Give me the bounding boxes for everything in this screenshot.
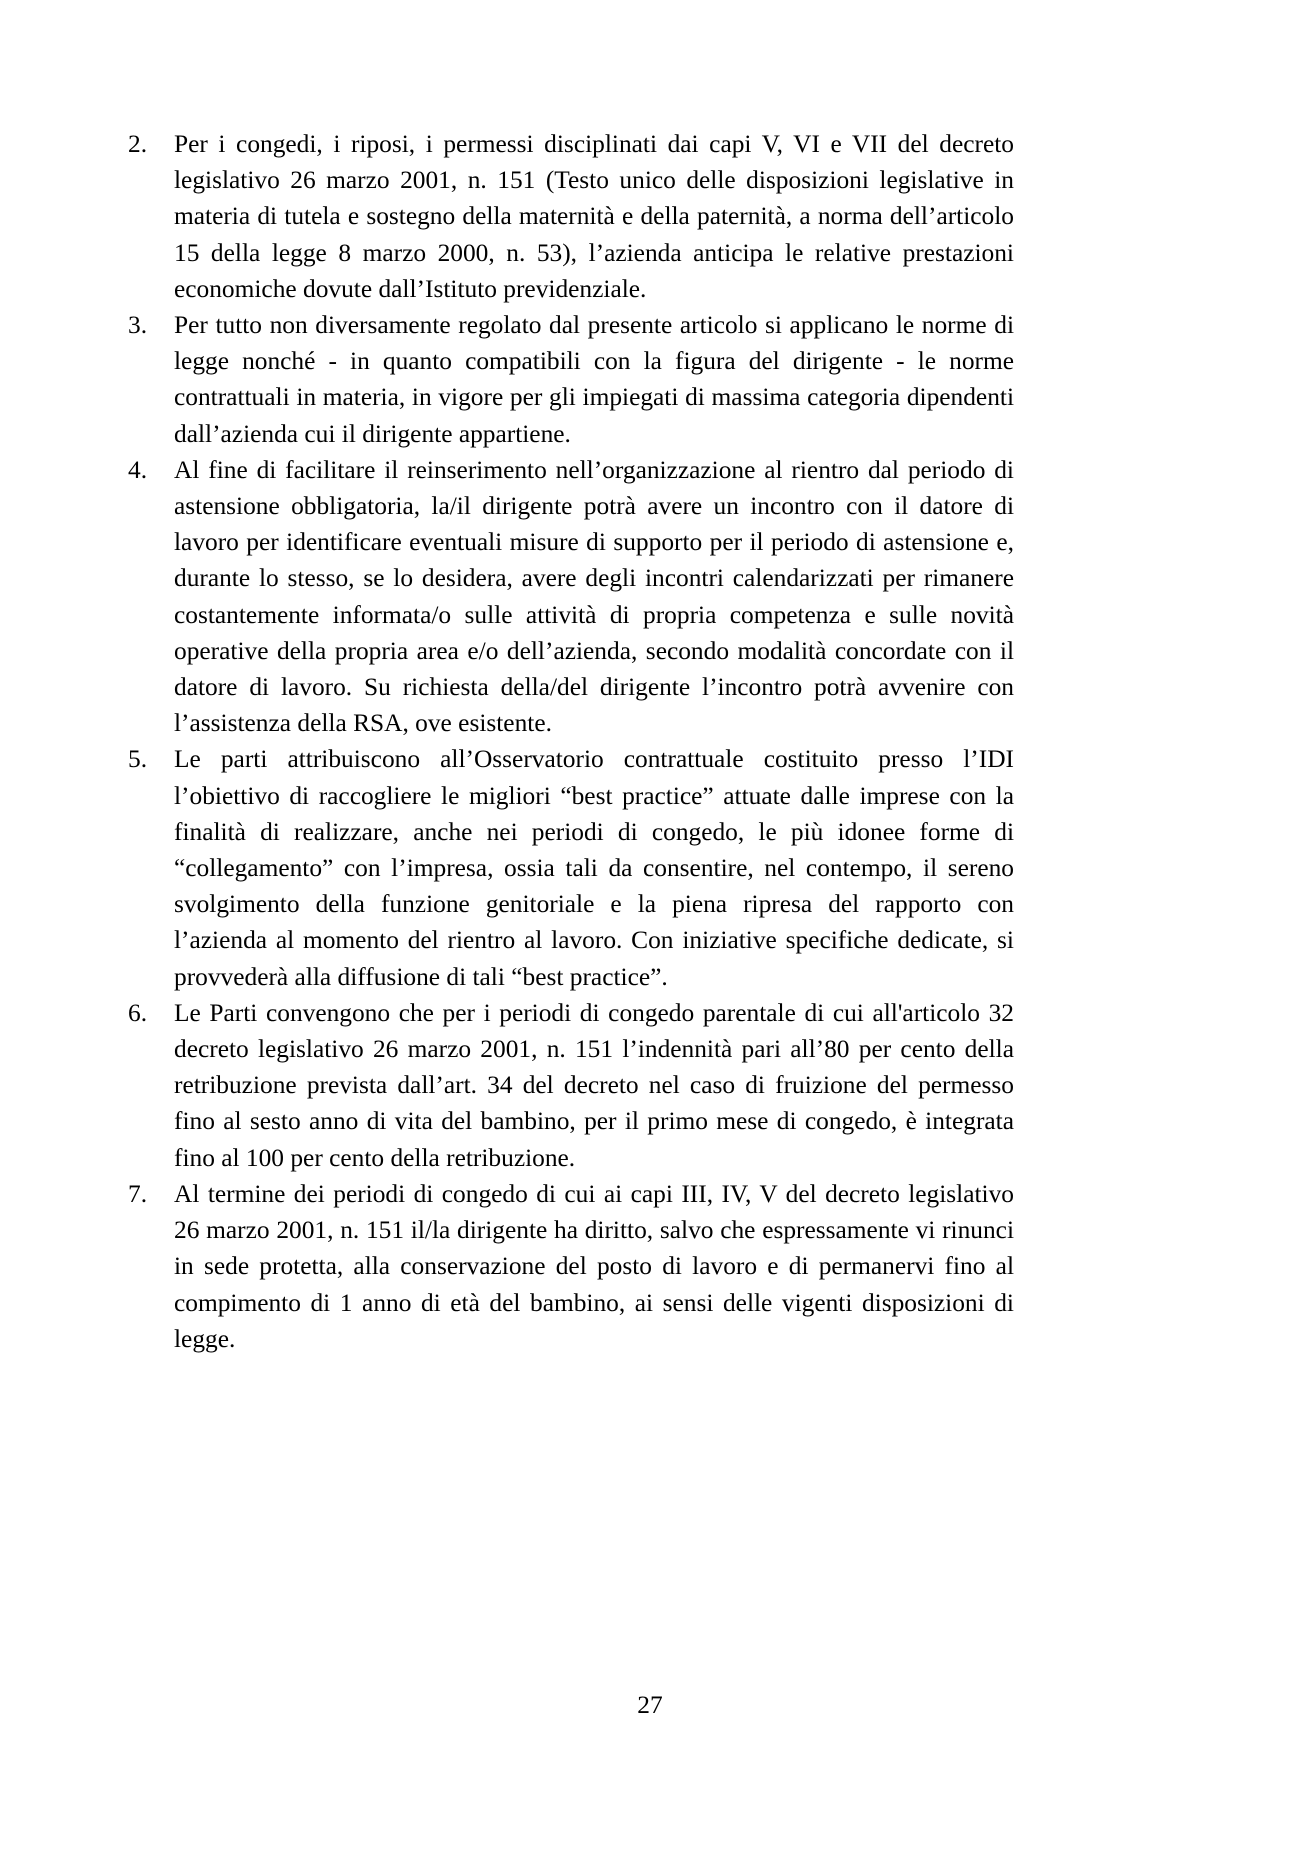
list-item-marker: 6.: [128, 998, 148, 1027]
list-item: [128, 1176, 1014, 1357]
list-item-marker: 3.: [128, 311, 148, 340]
list-item: [128, 126, 1014, 307]
page-content: [128, 126, 1014, 1357]
page-footer: [0, 1690, 1300, 1720]
numbered-clause-list: [128, 126, 1014, 1357]
list-item-text: Al fine di facilitare il reinserimento nell’organizzazione al rientro dal periodo di astensione obbligatoria, la/il dirigente potrà avere un incontro con il datore di lavoro per identificare eventuali misure di supporto per il periodo di astensione e, durante lo stesso, se lo desidera, avere degli incontri calendarizzati per rimanere costantemente informata/o sulle attività di propria competenza e sulle novità operative della propria area e/o dell’azienda, secondo modalità concordate con il datore di lavoro. Su richiesta della/del dirigente l’incontro potrà avvenire con l’assistenza della RSA, ove esistente.: [174, 455, 1014, 738]
list-item-marker: 2.: [128, 130, 148, 158]
page-number: 27: [637, 1691, 663, 1719]
list-item: [128, 995, 1014, 1176]
list-item-marker: 4.: [128, 455, 148, 484]
list-item: [128, 307, 1014, 452]
list-item-text: Per i congedi, i riposi, i permessi disciplinati dai capi V, VI e VII del decreto legislativo 26 marzo 2001, n. 151 (Testo unico delle disposizioni legislative in materia di tutela e sostegno della maternità e della paternità, a norma dell’articolo 15 della legge 8 marzo 2000, n. 53), l’azienda anticipa le relative prestazioni economiche dovute dall’Istituto previdenziale.: [174, 130, 1014, 303]
list-item-marker: 5.: [128, 745, 148, 774]
list-item-text: Le Parti convengono che per i periodi di congedo parentale di cui all'articolo 32 decreto legislativo 26 marzo 2001, n. 151 l’indennità pari all’80 per cento della retribuzione prevista dall’art. 34 del decreto nel caso di fruizione del permesso fino al sesto anno di vita del bambino, per il primo mese di congedo, è integrata fino al 100 per cento della retribuzione.: [174, 998, 1014, 1172]
list-item: [128, 452, 1014, 742]
list-item-text: Per tutto non diversamente regolato dal presente articolo si applicano le norme di legge nonché - in quanto compatibili con la figura del dirigente - le norme contrattuali in materia, in vigore per gli impiegati di massima categoria dipendenti dall’azienda cui il dirigente appartiene.: [174, 311, 1014, 448]
list-item: [128, 741, 1014, 994]
list-item-text: Al termine dei periodi di congedo di cui ai capi III, IV, V del decreto legislativo 26 marzo 2001, n. 151 il/la dirigente ha diritto, salvo che espressamente vi rinunci in sede protetta, alla conservazione del posto di lavoro e di permanervi fino al compimento di 1 anno di età del bambino, ai sensi delle vigenti disposizioni di legge.: [174, 1179, 1014, 1353]
list-item-marker: 7.: [128, 1179, 148, 1208]
list-item-text: Le parti attribuiscono all’Osservatorio contrattuale costituito presso l’IDI l’obiettivo di raccogliere le migliori “best practice” attuate dalle imprese con la finalità di realizzare, anche nei periodi di congedo, le più idonee forme di “collegamento” con l’impresa, ossia tali da consentire, nel contempo, il sereno svolgimento della funzione genitoriale e la piena ripresa del rapporto con l’azienda al momento del rientro al lavoro. Con iniziative specifiche dedicate, si provvederà alla diffusione di tali “best practice”.: [174, 745, 1014, 991]
